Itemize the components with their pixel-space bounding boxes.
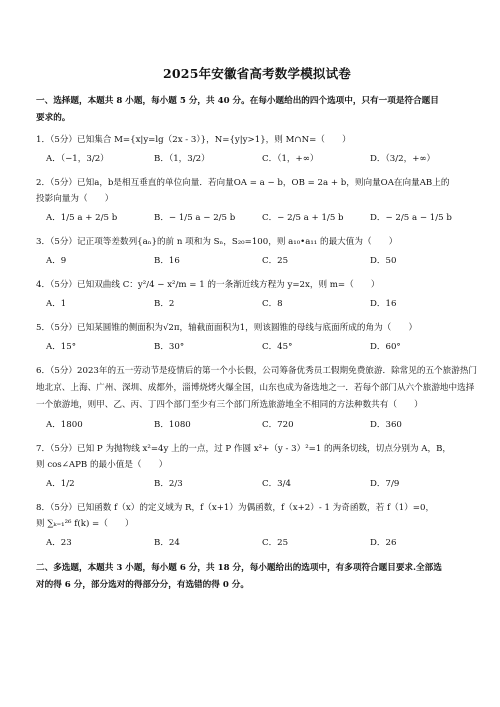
question-3-options [36, 250, 478, 272]
option-c[interactable]: C．25 [262, 256, 289, 266]
option-c[interactable]: C．45° [262, 342, 293, 352]
option-c[interactable]: C．720 [262, 420, 294, 430]
option-d[interactable]: D．16 [370, 299, 397, 309]
option-d[interactable]: D．50 [370, 256, 397, 266]
option-d[interactable]: D．26 [370, 538, 397, 548]
option-d[interactable]: D．− 2/5 a − 1/5 b [370, 213, 452, 223]
option-a[interactable]: A．1 [46, 299, 67, 309]
option-b[interactable]: B．30° [154, 342, 185, 352]
question-2-stem-line-1: 2．（5分）已知a，b是相互垂直的单位向量．若向量OA = a − b，OB = 2a + b，则向量OA在向量AB上的 [36, 178, 450, 188]
question-6 [36, 363, 478, 436]
question-6-options [36, 414, 478, 436]
question-7-options [36, 473, 478, 495]
question-7-stem-line-2: 则 cos∠APB 的最小值是（ ） [36, 460, 168, 470]
option-d[interactable]: D．360 [370, 420, 402, 430]
question-8 [36, 500, 478, 554]
option-c[interactable]: C．25 [262, 538, 289, 548]
option-b[interactable]: B．（1，3/2） [154, 154, 210, 164]
section-1-header-line-1: 一、选择题，本题共 8 小题，每小题 5 分，共 40 分。在每小题给出的四个选项中，只有一项是符合题目 [36, 96, 439, 106]
option-b[interactable]: B．1080 [154, 420, 191, 430]
option-b[interactable]: B．2 [154, 299, 175, 309]
option-a[interactable]: A．9 [46, 256, 67, 266]
option-d[interactable]: D．（3/2，+∞） [370, 154, 436, 164]
question-2-stem-line-2: 投影向量为（ ） [36, 194, 114, 204]
question-6-stem: 6．（5分）2023年的五一劳动节是疫情后的第一个小长假，公司筹备优秀员工假期免费旅游．除常见的五个旅游热门地北京、上海、广州、深圳、成都外，淄博烧烤火爆全国，山东也成为备选地之一．若每个部门从六个旅游地中选择一个旅游地，则甲、乙、丙、丁四个部门至少有三个部门所选旅游地全不相同的方法种数共有（ ） [36, 366, 478, 410]
section-1-header-line-2: 要求的。 [36, 113, 71, 123]
option-a[interactable]: A．1/5 a + 2/5 b [46, 213, 118, 223]
question-4-stem: 4．（5分）已知双曲线 C：y²/4 − x²/m = 1 的一条渐近线方程为 y=2x，则 m=（ ） [36, 280, 380, 290]
question-8-options [36, 532, 478, 554]
question-2 [36, 175, 478, 229]
option-b[interactable]: B．− 1/5 a − 2/5 b [154, 213, 236, 223]
question-1-options [36, 148, 478, 170]
section-1-header [36, 93, 478, 127]
option-a[interactable]: A．15° [46, 342, 77, 352]
question-3 [36, 234, 478, 272]
option-a[interactable]: A．1/2 [46, 479, 75, 489]
section-2-header-line-2: 对的得 6 分，部分选对的得部分分，有选错的得 0 分。 [36, 580, 249, 590]
question-5 [36, 320, 478, 358]
option-a[interactable]: A．（−1，3/2） [46, 154, 109, 164]
question-8-stem-line-2: 则 ∑ₖ₌₁²⁶ f(k) =（ ） [36, 519, 134, 529]
option-b[interactable]: B．16 [154, 256, 180, 266]
page-title: 2025年安徽省高考数学模拟试卷 [163, 66, 351, 81]
option-a[interactable]: A．1800 [46, 420, 83, 430]
question-5-stem: 5．（5分）已知某圆锥的侧面积为√2π，轴截面面积为1，则该圆锥的母线与底面所成的角为（ ） [36, 323, 418, 333]
question-4 [36, 277, 478, 315]
question-1 [36, 132, 478, 170]
section-2-header [36, 560, 478, 594]
question-2-options [36, 207, 478, 229]
option-a[interactable]: A．23 [46, 538, 72, 548]
section-2-header-line-1: 二、多选题，本题共 3 小题，每小题 6 分，共 18 分，每小题给出的选项中，有多项符合题目要求.全部选 [36, 563, 442, 573]
question-8-stem-line-1: 8．（5分）已知函数 f（x）的定义域为 R，f（x+1）为偶函数，f（x+2）- 1 为奇函数，若 f（1）=0， [36, 503, 435, 513]
question-1-stem: 1．（5分）已知集合 M={x|y=lg（2x - 3）}，N={y|y>1}，则 M∩N=（ ） [36, 135, 351, 145]
question-3-stem: 3．（5分）记正项等差数列{aₙ}的前 n 项和为 Sₙ，S₂₀=100，则 a₁₀•a₁₁ 的最大值为（ ） [36, 237, 398, 247]
option-b[interactable]: B．2/3 [154, 479, 183, 489]
option-c[interactable]: C．− 2/5 a + 1/5 b [262, 213, 344, 223]
option-c[interactable]: C．（1，+∞） [262, 154, 319, 164]
question-7 [36, 441, 478, 495]
option-d[interactable]: D．60° [370, 342, 401, 352]
question-5-options [36, 336, 478, 358]
question-7-stem-line-1: 7．（5分）已知 P 为抛物线 x²=4y 上的一点，过 P 作圆 x²+（y - 3）²=1 的两条切线，切点分别为 A，B， [36, 444, 452, 454]
option-c[interactable]: C．3/4 [262, 479, 291, 489]
option-c[interactable]: C．8 [262, 299, 283, 309]
option-b[interactable]: B．24 [154, 538, 180, 548]
question-4-options [36, 293, 478, 315]
option-d[interactable]: D．7/9 [370, 479, 400, 489]
